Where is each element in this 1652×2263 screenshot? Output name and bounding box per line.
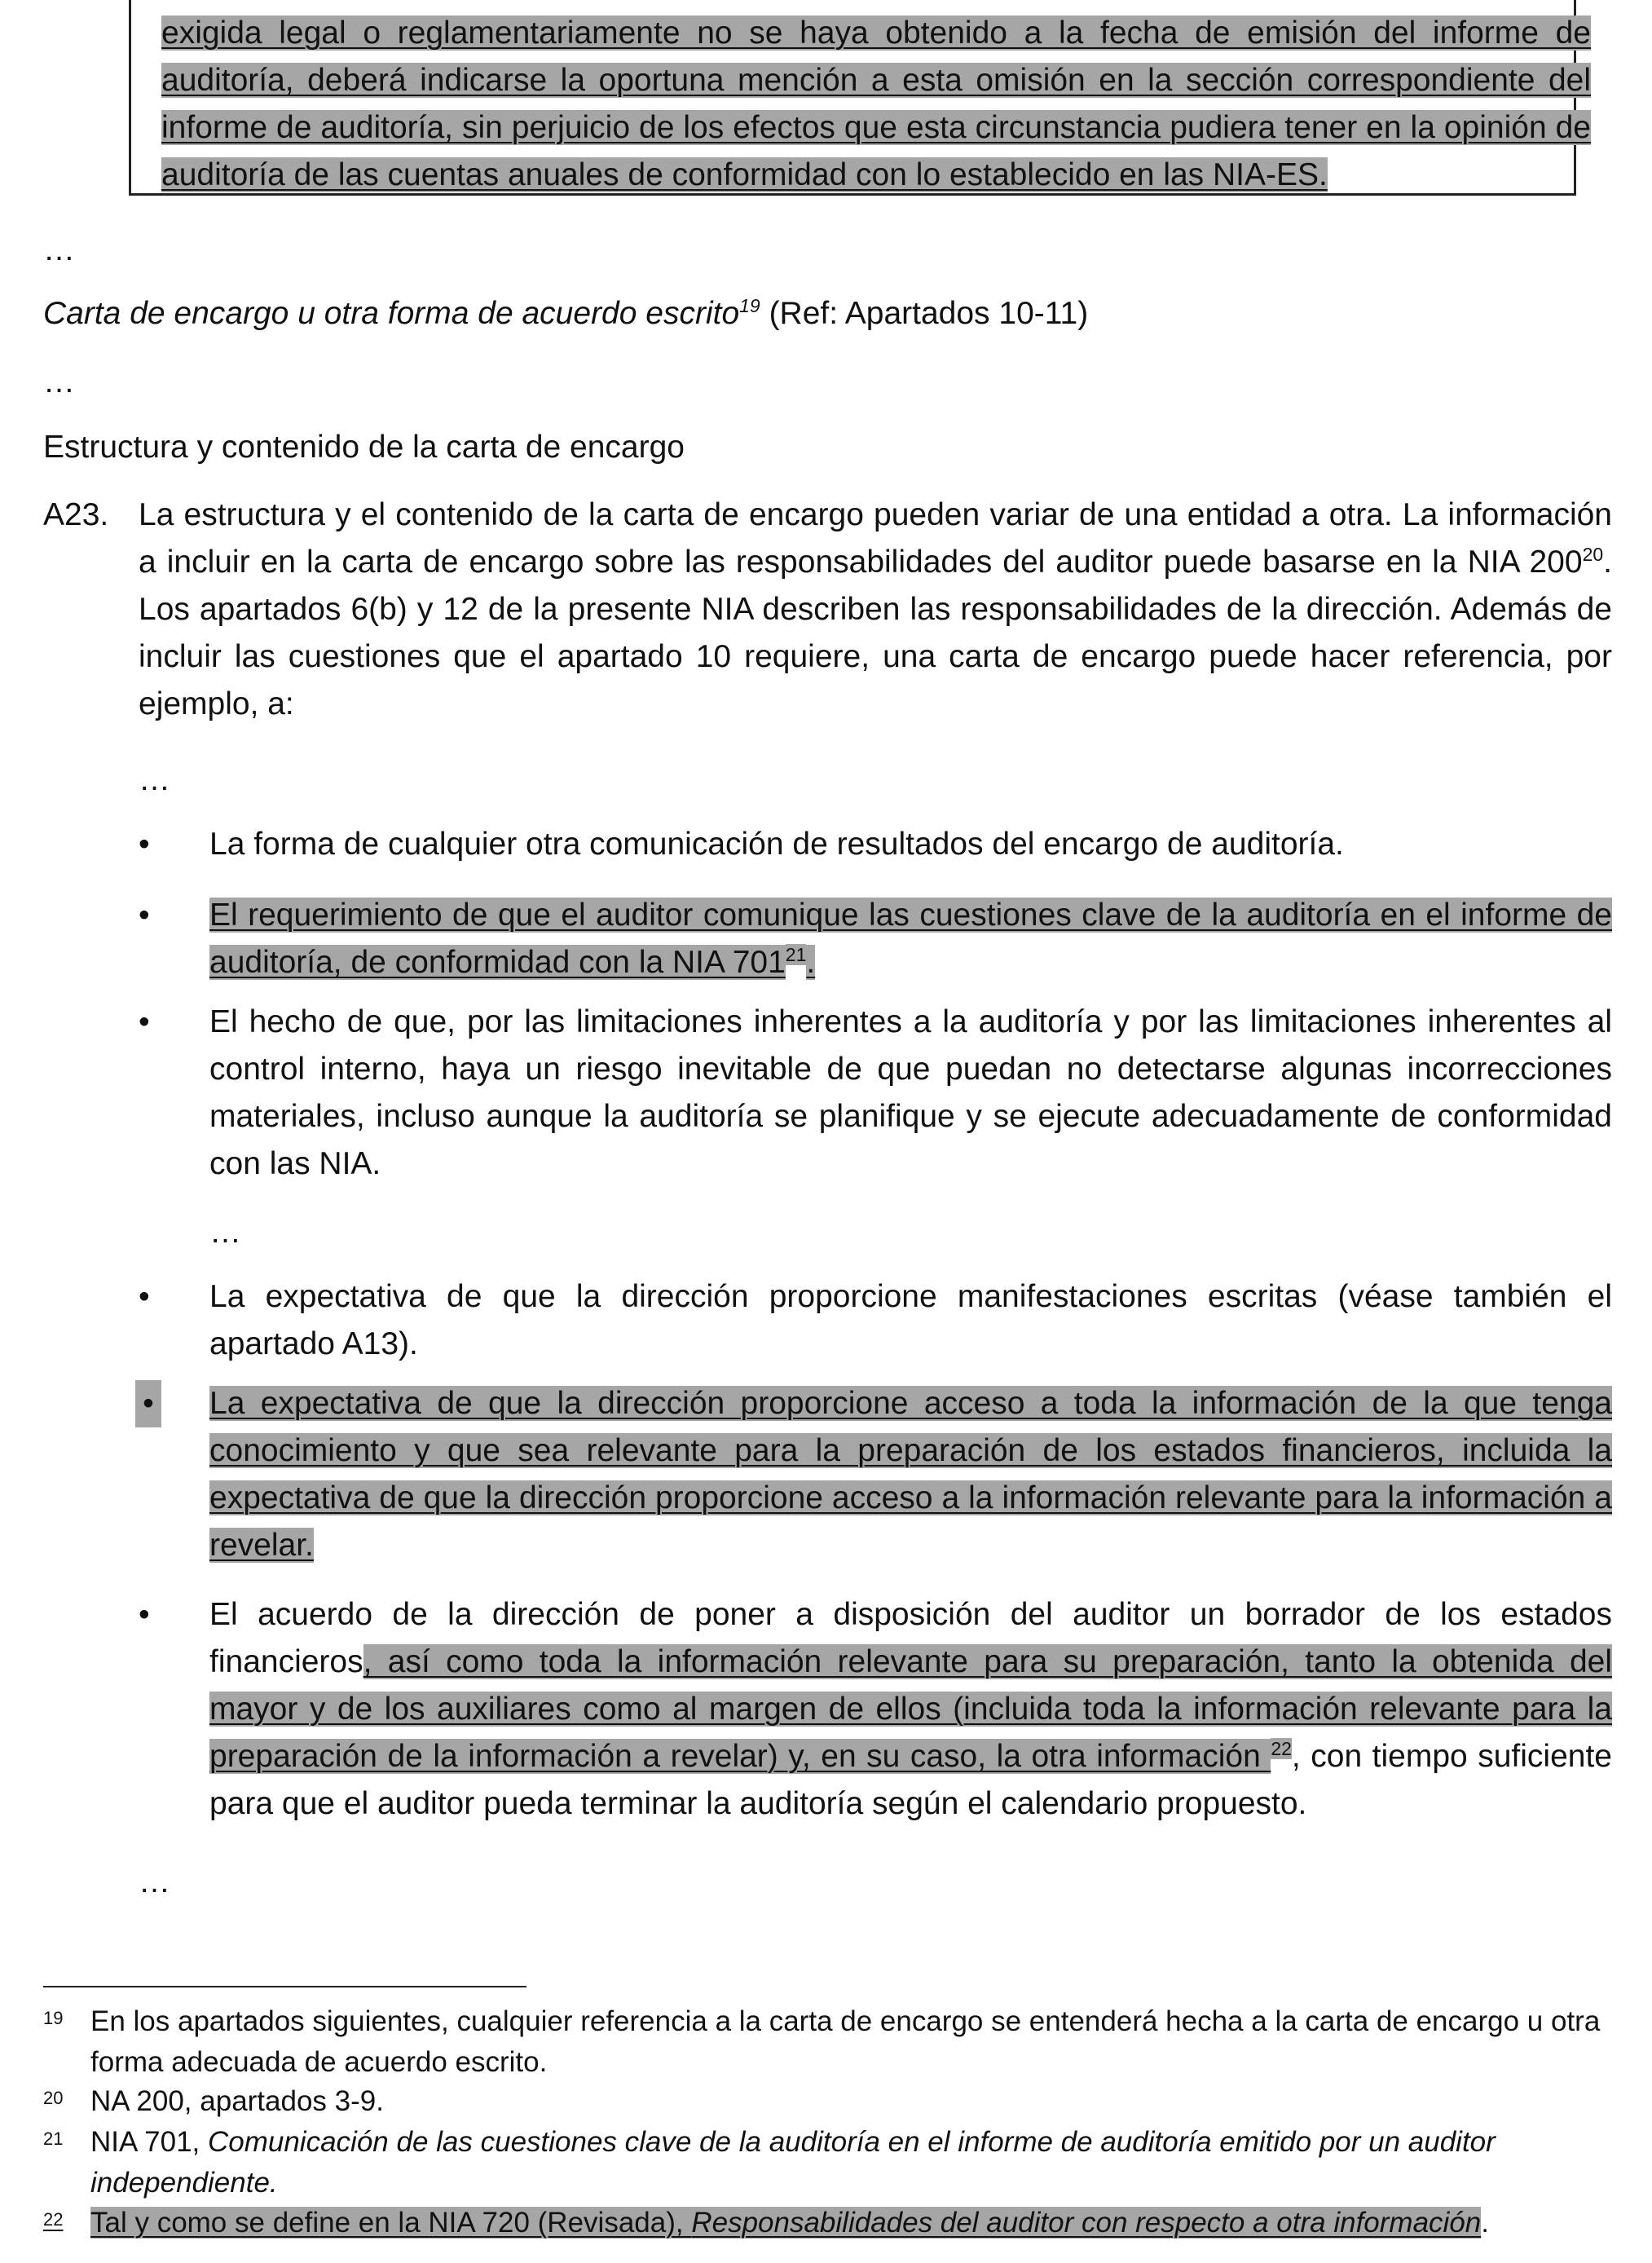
bullet-5-inserted-text: La expectativa de que la dirección proporcione acceso a toda la información de la que tenga conocimiento y que sea relevante para la preparación de los estados financieros, incluida la expectativa de que la dirección proporcione acceso a la información relevante para la información a revelar. [209, 1386, 1612, 1563]
ellipsis-5: … [139, 1864, 170, 1899]
footnote-22-title: Responsabilidades del auditor con respecto a otra información [691, 2207, 1482, 2239]
section-heading-title: Carta de encargo u otra forma de acuerdo escrito [43, 296, 740, 331]
footnote-21-number: 21 [43, 2128, 64, 2149]
boxed-paragraph [161, 10, 1591, 199]
bullet-6-marker: • [139, 1597, 150, 1632]
bullet-4-text: La expectativa de que la dirección proporcione manifestaciones escritas (véase también el apartado A13). [209, 1279, 1612, 1361]
footnote-20-number: 20 [43, 2088, 64, 2108]
footnote-19-text: En los apartados siguientes, cualquier referencia a la carta de encargo se entenderá hecha a la carta de encargo u otra forma adecuada de acuerdo escrito. [90, 2005, 1601, 2078]
ellipsis-3: … [139, 762, 170, 797]
section-heading-ref: (Ref: Apartados 10-11) [760, 296, 1089, 331]
footnote-22-text [90, 2203, 1624, 2243]
ellipsis-1: … [43, 232, 75, 267]
footnote-22-number: 22 [43, 2209, 64, 2230]
footnote-21-title: Comunicación de las cuestiones clave de la auditoría en el informe de auditoría emitido por un auditor independiente. [90, 2126, 1496, 2199]
bullet-6-start: El acuerdo de la dirección de poner a disposición del auditor un borrador de los estados financieros [209, 1597, 1612, 1679]
paragraph-number: A23. [43, 497, 109, 532]
paragraph-text-b: . Los apartados 6(b) y 12 de la presente NIA describen las responsabilidades de la dirección. Además de incluir las cuestiones que el apartado 10 requiere, una carta de encargo puede hacer referencia, por ejemplo, a: [139, 545, 1612, 721]
footnote-ref-20[interactable]: 20 [1582, 544, 1604, 565]
footnote-19-number: 19 [43, 2008, 64, 2028]
ellipsis-2: … [43, 364, 75, 399]
footnote-22-text-a: Tal y como se define en la NIA 720 (Revisada), [90, 2207, 692, 2239]
bullet-3-text: El hecho de que, por las limitaciones inherentes a la auditoría y por las limitaciones inherentes al control interno, haya un riesgo inevitable de que puedan no detectarse algunas incorrecciones materiales, incluso aunque la auditoría se planifique y se ejecute adecuadamente de conformidad con las NIA. [209, 1004, 1612, 1181]
bullet-2-inserted-text: El requerimiento de que el auditor comunique las cuestiones clave de la auditoría en el informe de auditoría, de conformidad con la NIA 701 [209, 898, 1612, 980]
paragraph-text [139, 492, 1612, 728]
bullet-5-marker: • [135, 1380, 161, 1427]
bullet-5-text [209, 1380, 1612, 1569]
footnote-ref-22[interactable]: 22 [1271, 1738, 1292, 1759]
bullet-6-inserted-text: , así como toda la información relevante para su preparación, tanto la obtenida del mayor y de los auxiliares como al margen de ellos (incluida toda la información relevante para la preparación de la información a revelar) y, en su caso, la otra información [209, 1644, 1612, 1774]
paragraph-text-a: La estructura y el contenido de la carta de encargo pueden variar de una entidad a otra. La información a incluir en la carta de encargo sobre las responsabilidades del auditor puede basarse en la NIA 200 [139, 497, 1612, 580]
footnote-21-text-a: NIA 701, [90, 2126, 208, 2158]
bullet-1-marker: • [139, 827, 150, 862]
footnote-22-end: . [1481, 2207, 1489, 2239]
bullet-1-text: La forma de cualquier otra comunicación de resultados del encargo de auditoría. [209, 827, 1344, 862]
bullet-6-text [209, 1591, 1612, 1828]
bullet-2-text [209, 892, 1612, 986]
bullet-6-end: , con tiempo suficiente para que el auditor pueda terminar la auditoría según el calendario propuesto. [209, 1739, 1612, 1821]
bullet-2-marker: • [139, 898, 150, 933]
footnote-separator [43, 1986, 526, 1987]
bullet-2-end: . [806, 945, 816, 980]
ellipsis-4: … [209, 1215, 241, 1250]
footnote-ref-19[interactable]: 19 [739, 295, 760, 316]
bullet-3-marker: • [139, 1004, 150, 1039]
footnote-ref-21[interactable]: 21 [785, 944, 807, 965]
footnote-20-text: NA 200, apartados 3-9. [90, 2085, 384, 2117]
section-heading [43, 290, 1088, 337]
bullet-4-marker: • [139, 1279, 150, 1314]
subheading: Estructura y contenido de la carta de encargo [43, 430, 685, 465]
footnote-21-text [90, 2122, 1624, 2203]
boxed-paragraph-text: exigida legal o reglamentariamente no se haya obtenido a la fecha de emisión del informe de auditoría, deberá indicarse la oportuna mención a esta omisión en la sección correspondiente del informe de auditoría, sin perjuicio de los efectos que esta circunstancia pudiera tener en la opinión de auditoría de las cuentas anuales de conformidad con lo establecido en las NIA-ES. [161, 15, 1591, 192]
